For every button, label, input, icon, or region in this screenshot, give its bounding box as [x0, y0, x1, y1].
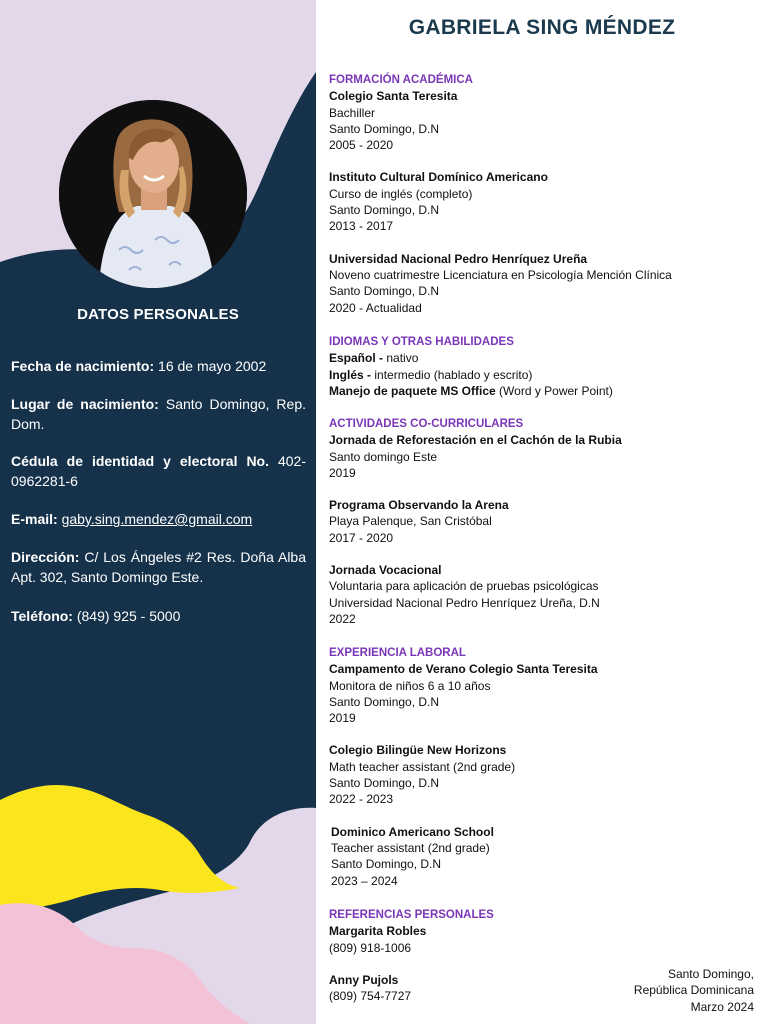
activity-title: Jornada Vocacional	[329, 563, 442, 578]
birth-place-value: Santo Domingo, Rep. Dom.	[11, 396, 306, 432]
references-heading: REFERENCIAS PERSONALES	[329, 909, 494, 921]
education-item	[329, 169, 759, 234]
reference-name: Margarita Robles	[329, 924, 427, 939]
date-line: Marzo 2024	[690, 999, 754, 1014]
phone-label: Teléfono:	[11, 608, 73, 624]
experience-line: Monitora de niños 6 a 10 años	[329, 678, 491, 693]
full-name: GABRIELA SING MÉNDEZ	[408, 16, 676, 39]
address-value: C/ Los Ángeles #2 Res. Doña Alba Apt. 302, Santo Domingo Este.	[11, 549, 307, 585]
activity-line: Universidad Nacional Pedro Henríquez Ureña, D.N	[329, 595, 600, 610]
birth-place	[11, 394, 306, 434]
activities-section	[329, 416, 759, 627]
skill-key: Inglés -	[329, 367, 372, 382]
education-years: 2013 - 2017	[329, 219, 394, 234]
experience-line: Santo Domingo, D.N	[331, 857, 442, 872]
education-place: Santo Domingo, D.N	[329, 203, 440, 218]
profile-photo-illustration	[59, 100, 247, 288]
activities-heading: ACTIVIDADES CO-CURRICULARES	[329, 418, 524, 430]
birth-place-label: Lugar de nacimiento:	[11, 396, 159, 412]
profile-photo	[59, 100, 247, 288]
experience-heading: EXPERIENCIA LABORAL	[329, 647, 466, 659]
phone	[11, 606, 306, 626]
personal-data-title: DATOS PERSONALES	[77, 306, 239, 323]
activity-line: 2017 - 2020	[329, 530, 394, 545]
education-detail: Curso de inglés (completo)	[329, 186, 473, 201]
experience-line: 2019	[329, 711, 356, 726]
experience-line: Santo Domingo, D.N	[329, 776, 440, 791]
activity-line: 2019	[329, 465, 356, 480]
activity-line: Santo domingo Este	[329, 449, 438, 464]
reference-phone: (809) 918-1006	[329, 940, 412, 955]
experience-item	[329, 742, 759, 807]
education-item	[329, 251, 759, 316]
birth-date-label: Fecha de nacimiento:	[11, 358, 155, 374]
id-card-value: 402-0962281-6	[11, 453, 306, 489]
experience-line: 2023 – 2024	[331, 873, 398, 888]
activity-item	[329, 562, 759, 627]
experience-line: Teacher assistant (2nd grade)	[331, 840, 490, 855]
address	[11, 547, 306, 587]
experience-line: Math teacher assistant (2nd grade)	[329, 759, 516, 774]
education-detail: Noveno cuatrimestre Licenciatura en Psicología Mención Clínica	[329, 267, 672, 282]
phone-value: (849) 925 - 5000	[76, 608, 181, 624]
skill-value: intermedio (hablado y escrito)	[371, 367, 533, 382]
reference-item	[329, 923, 759, 956]
education-place: Santo Domingo, D.N	[329, 121, 440, 136]
birth-date	[11, 356, 306, 376]
place-line-1: Santo Domingo,	[667, 967, 754, 981]
email-link[interactable]: gaby.sing.mendez@gmail.com	[61, 511, 253, 527]
experience-line: 2022 - 2023	[329, 792, 394, 807]
education-institution: Universidad Nacional Pedro Henríquez Ureña	[329, 251, 588, 266]
education-place: Santo Domingo, D.N	[329, 284, 440, 299]
activity-line: Voluntaria para aplicación de pruebas psicológicas	[329, 579, 599, 594]
education-institution: Instituto Cultural Domínico Americano	[329, 170, 548, 185]
experience-title: Campamento de Verano Colegio Santa Teresita	[329, 662, 598, 677]
experience-title: Dominico Americano School	[331, 824, 494, 839]
main-content	[316, 0, 768, 1024]
education-years: 2020 - Actualidad	[329, 300, 422, 315]
id-card-label: Cédula de identidad y electoral No.	[11, 453, 269, 469]
education-heading: FORMACIÓN ACADÉMICA	[329, 74, 473, 86]
skills-heading: IDIOMAS Y OTRAS HABILIDADES	[329, 336, 514, 348]
activity-title: Programa Observando la Arena	[329, 498, 509, 513]
email-label: E-mail:	[11, 511, 58, 527]
education-detail: Bachiller	[329, 105, 376, 120]
experience-item	[329, 661, 759, 726]
activity-item	[329, 497, 759, 546]
activity-title: Jornada de Reforestación en el Cachón de la Rubia	[329, 433, 622, 448]
skill-item	[329, 367, 759, 383]
skill-value: (Word y Power Point)	[495, 383, 613, 398]
id-card	[11, 451, 306, 491]
activity-line: 2022	[329, 611, 356, 626]
skill-value: nativo	[383, 351, 419, 366]
skill-item	[329, 350, 759, 366]
education-years: 2005 - 2020	[329, 138, 394, 153]
activity-line: Playa Palenque, San Cristóbal	[329, 514, 492, 529]
skill-key: Español -	[329, 351, 384, 366]
reference-phone: (809) 754-7727	[329, 989, 412, 1004]
experience-item	[331, 824, 759, 889]
address-label: Dirección:	[11, 549, 80, 565]
education-section	[329, 72, 759, 316]
education-item	[329, 88, 759, 153]
experience-line: Santo Domingo, D.N	[329, 694, 440, 709]
place-line-2: República Dominicana	[633, 983, 754, 998]
experience-section	[329, 645, 759, 889]
education-institution: Colegio Santa Teresita	[329, 89, 458, 104]
skill-item	[329, 383, 759, 399]
skill-key: Manejo de paquete MS Office	[329, 383, 496, 398]
email	[11, 509, 306, 529]
sidebar	[0, 0, 316, 1024]
place-and-date	[634, 966, 754, 1015]
activity-item	[329, 432, 759, 481]
skills-section	[329, 334, 759, 399]
experience-title: Colegio Bilingüe New Horizons	[329, 743, 507, 758]
reference-name: Anny Pujols	[329, 972, 399, 987]
birth-date-value: 16 de mayo 2002	[158, 358, 267, 374]
